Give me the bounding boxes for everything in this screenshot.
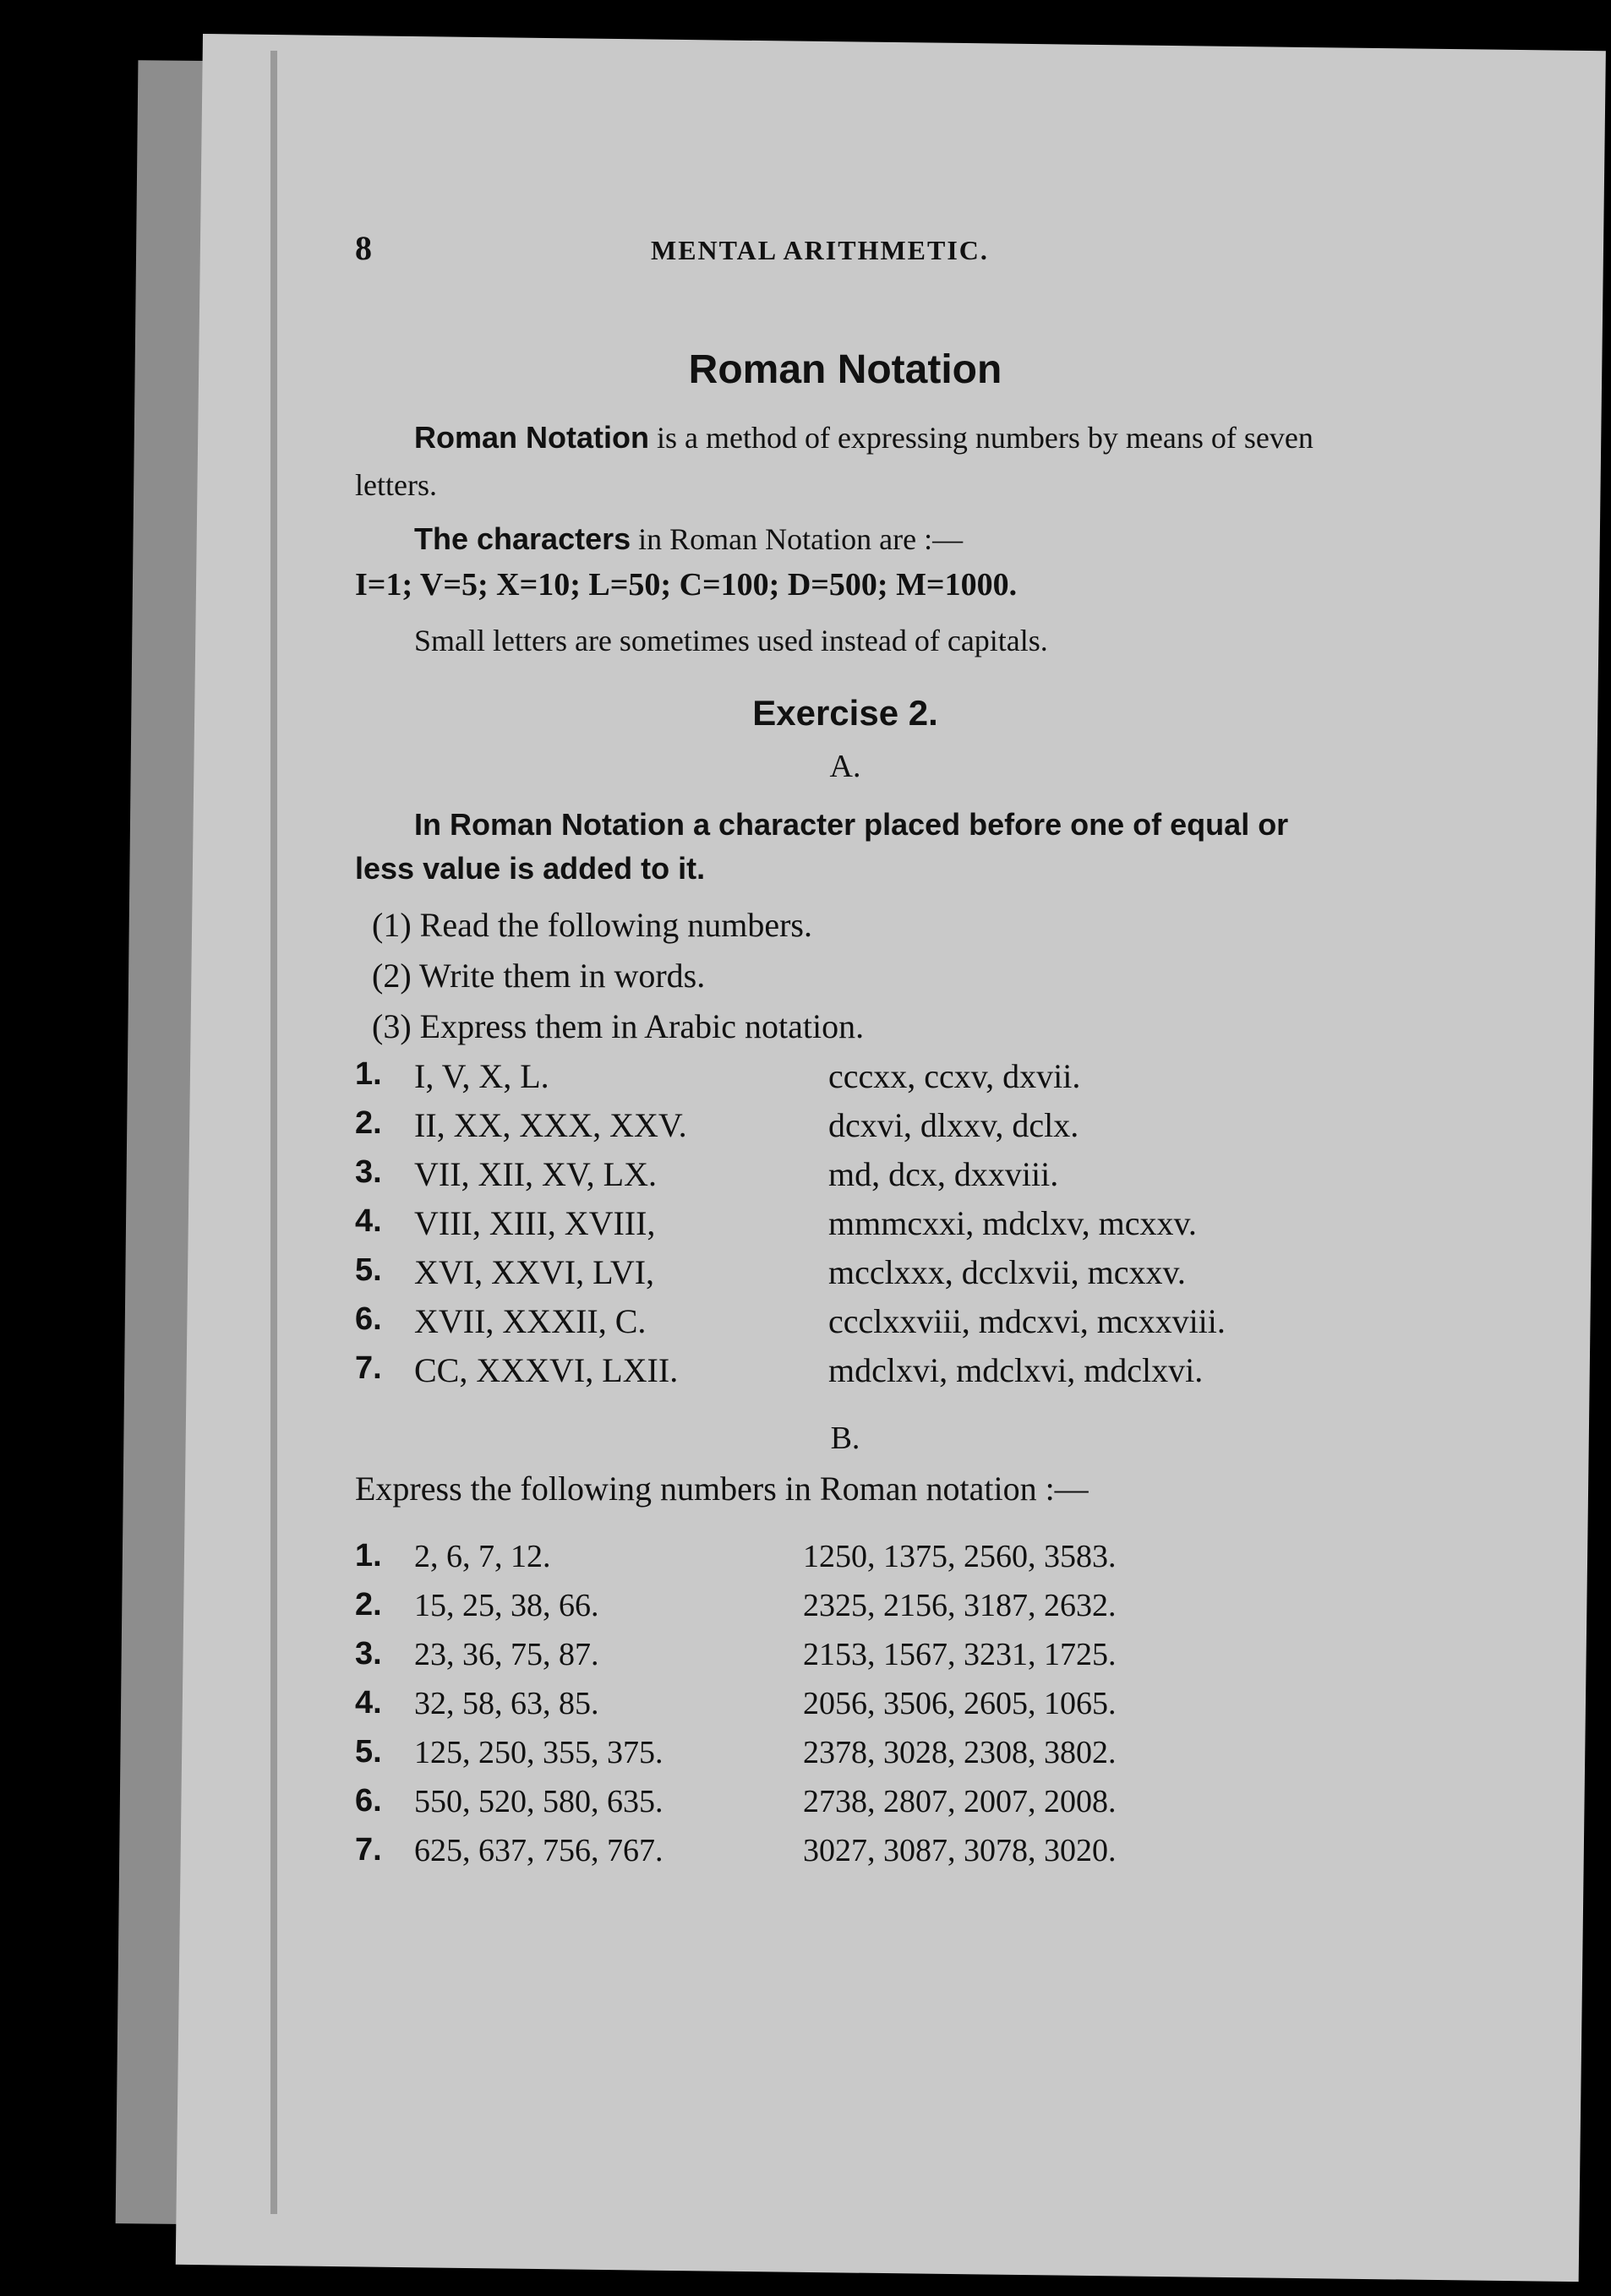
row-right-values: md, dcx, dxxviii.: [828, 1155, 1059, 1193]
roman-values-line: I=1; V=5; X=10; L=50; C=100; D=500; M=1000.: [355, 567, 1018, 603]
row-number: 3.: [355, 1154, 382, 1190]
row-number: 2.: [355, 1587, 382, 1622]
row-left-values: 15, 25, 38, 66.: [414, 1588, 599, 1623]
row-right-values: 2325, 2156, 3187, 2632.: [803, 1588, 1117, 1623]
row-left-values: 32, 58, 63, 85.: [414, 1686, 599, 1721]
row-right-values: mdclxvi, mdclxvi, mdclxvi.: [828, 1351, 1204, 1389]
row-number: 5.: [355, 1252, 382, 1288]
row-right-values: mcclxxx, dcclxvii, mcxxv.: [828, 1253, 1186, 1291]
row-left-values: 625, 637, 756, 767.: [414, 1833, 664, 1868]
exercise-row: [355, 1734, 1335, 1783]
section-title: Roman Notation: [688, 347, 1002, 392]
row-number: 1.: [355, 1056, 382, 1092]
row-left-values: I, V, X, L.: [414, 1057, 549, 1095]
part-a-instructions: [372, 900, 1302, 1052]
part-b-instruction: Express the following numbers in Roman notation :—: [355, 1470, 1089, 1508]
row-number: 3.: [355, 1636, 382, 1672]
row-right-values: dcxvi, dlxxv, dclx.: [828, 1106, 1079, 1144]
row-right-values: 1250, 1375, 2560, 3583.: [803, 1539, 1117, 1574]
exercise-row: [355, 1105, 1335, 1154]
row-number: 2.: [355, 1105, 382, 1141]
row-number: 7.: [355, 1350, 382, 1386]
exercise-row: [355, 1252, 1335, 1301]
row-left-values: 23, 36, 75, 87.: [414, 1637, 599, 1672]
row-right-values: 2153, 1567, 3231, 1725.: [803, 1637, 1117, 1672]
part-a-rule: In Roman Notation a character placed before one of equal or less value is added to it.: [355, 807, 1289, 886]
row-right-values: 3027, 3087, 3078, 3020.: [803, 1833, 1117, 1868]
instruction-item: (1) Read the following numbers.: [372, 906, 812, 944]
exercise-row: [355, 1350, 1335, 1399]
exercise-row: [355, 1685, 1335, 1734]
running-head: [355, 228, 1335, 270]
instruction-item: (2) Write them in words.: [372, 957, 706, 995]
row-number: 1.: [355, 1538, 382, 1573]
row-right-values: cccxx, ccxv, dxvii.: [828, 1057, 1081, 1095]
characters-paragraph: [414, 515, 1335, 563]
row-right-values: mmmcxxi, mdclxv, mcxxv.: [828, 1204, 1197, 1242]
instruction-item: (3) Express them in Arabic notation.: [372, 1007, 865, 1045]
row-left-values: 2, 6, 7, 12.: [414, 1539, 551, 1574]
row-left-values: VII, XII, XV, LX.: [414, 1155, 657, 1193]
exercise-row: [355, 1587, 1335, 1636]
row-right-values: 2056, 3506, 2605, 1065.: [803, 1686, 1117, 1721]
small-letters-note: Small letters are sometimes used instead of capitals.: [414, 624, 1048, 657]
row-right-values: ccclxxviii, mdcxvi, mcxxviii.: [828, 1302, 1226, 1340]
definition-text: is a method of expressing numbers by means of seven letters.: [355, 421, 1313, 502]
row-number: 4.: [355, 1203, 382, 1239]
definition-paragraph: [355, 414, 1335, 509]
exercise-title: Exercise 2.: [752, 693, 938, 733]
exercise-row: [355, 1056, 1335, 1105]
row-left-values: 550, 520, 580, 635.: [414, 1784, 664, 1819]
page-number: 8: [355, 229, 372, 267]
characters-text: in Roman Notation are :—: [638, 522, 964, 556]
part-b-table: [355, 1538, 1335, 1881]
exercise-row: [355, 1154, 1335, 1203]
row-left-values: XVI, XXVI, LVI,: [414, 1253, 655, 1291]
row-number: 7.: [355, 1832, 382, 1868]
exercise-row: [355, 1538, 1335, 1587]
row-number: 4.: [355, 1685, 382, 1721]
part-b-label: B.: [830, 1421, 860, 1456]
row-right-values: 2738, 2807, 2007, 2008.: [803, 1784, 1117, 1819]
row-left-values: CC, XXXVI, LXII.: [414, 1351, 679, 1389]
row-left-values: VIII, XIII, XVIII,: [414, 1204, 656, 1242]
running-title: MENTAL ARITHMETIC.: [651, 235, 989, 265]
part-a-table: [355, 1056, 1335, 1399]
row-left-values: II, XX, XXX, XXV.: [414, 1106, 687, 1144]
row-left-values: 125, 250, 355, 375.: [414, 1735, 664, 1770]
row-number: 5.: [355, 1734, 382, 1770]
exercise-row: [355, 1832, 1335, 1881]
exercise-row: [355, 1636, 1335, 1685]
row-number: 6.: [355, 1783, 382, 1819]
part-a-label: A.: [829, 749, 861, 784]
page-content: [355, 220, 1335, 2163]
row-left-values: XVII, XXXII, C.: [414, 1302, 647, 1340]
row-number: 6.: [355, 1301, 382, 1337]
characters-term: The characters: [414, 521, 631, 556]
page-fold-edge: [270, 51, 277, 2214]
row-right-values: 2378, 3028, 2308, 3802.: [803, 1735, 1117, 1770]
exercise-row: [355, 1203, 1335, 1252]
exercise-row: [355, 1783, 1335, 1832]
exercise-row: [355, 1301, 1335, 1350]
definition-term: Roman Notation: [414, 420, 649, 455]
